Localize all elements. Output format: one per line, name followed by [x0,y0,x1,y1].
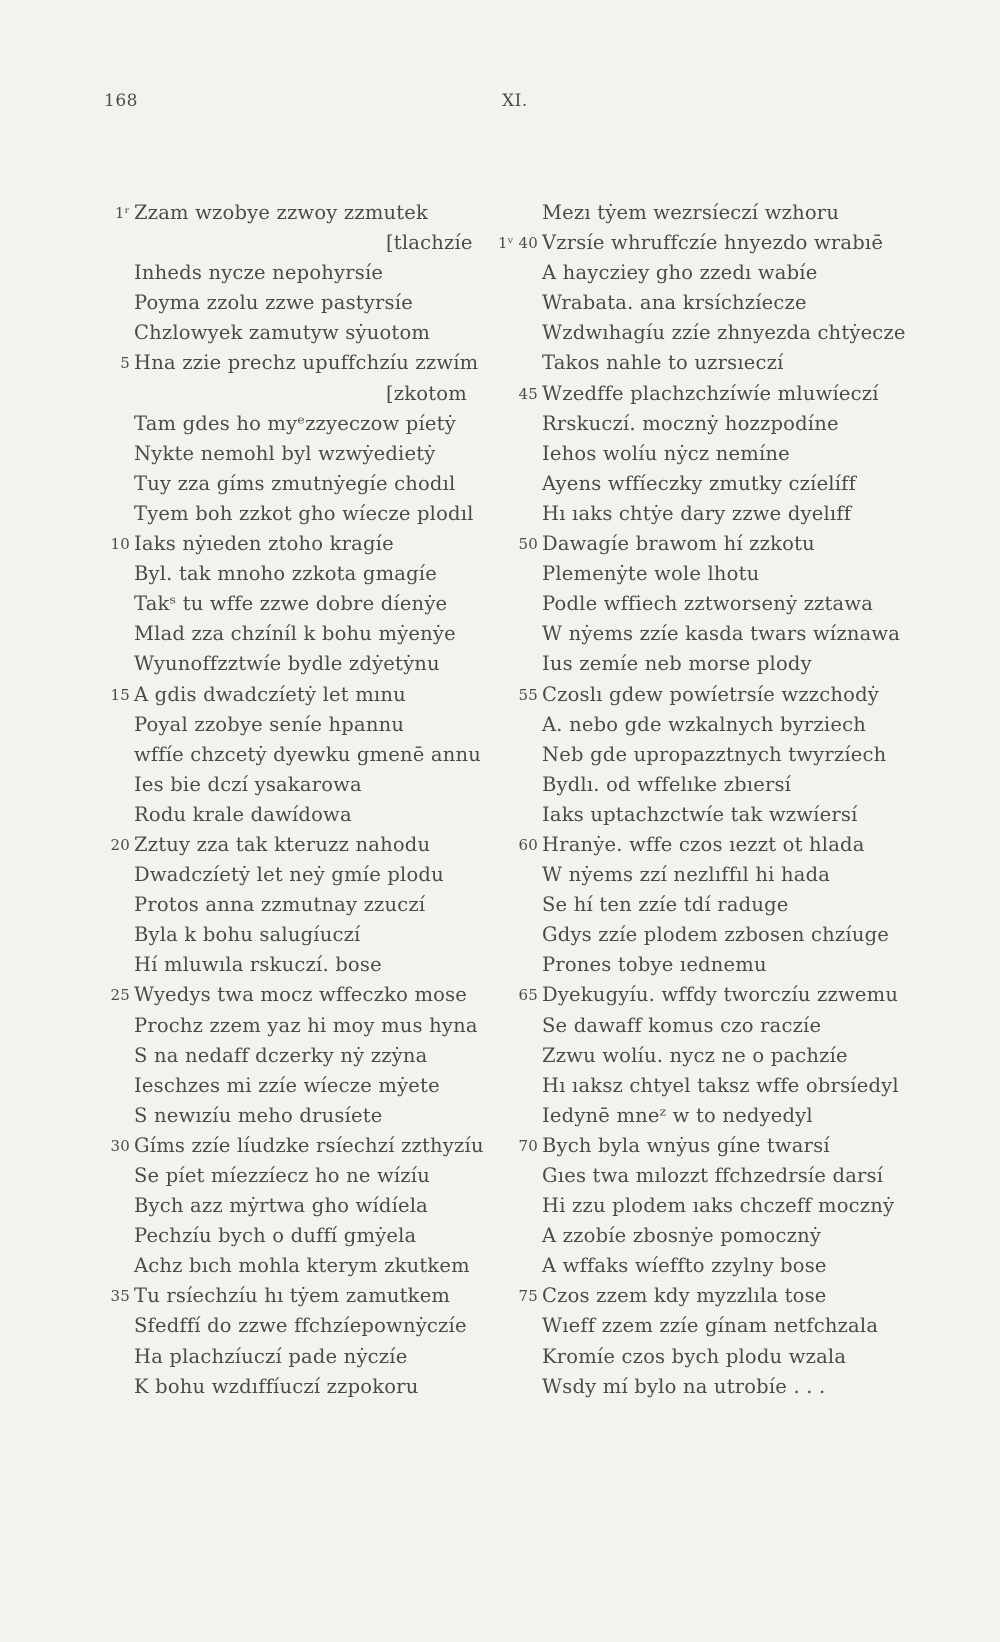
verse-text: Rrskuczí. mocznẏ hozzpodíne [542,411,839,435]
verse-text: Kromíe czos bych plodu wzala [542,1344,847,1368]
verse-line [96,1221,506,1251]
line-number: 25 [110,986,130,1005]
verse-line [488,1191,930,1221]
verse-text: W nẏems zzí nezlıffıl hi hada [542,863,831,887]
verse-text: Takˢ tu wffe zzwe dobre díenẏe [134,592,448,616]
line-number: 50 [518,535,538,554]
verse-text: Iaks uptachzctwíe tak wzwíersí [542,802,858,826]
verse-text: Zzwu wolíu. nycz ne o pachzíe [542,1043,848,1067]
verse-text: Achz bıch mohla kterym zkutkem [134,1254,470,1278]
verse-text: Bych azz mẏrtwa gho wídíela [134,1194,429,1218]
chapter-heading: XI. [502,91,528,111]
verse-line [96,890,506,920]
verse-text: Iaks nẏıeden ztoho kragíe [134,532,394,556]
verse-text: Dwadczíetẏ let neẏ gmíe plodu [134,863,444,887]
verse-text: Hranẏe. wffe czos ıezzt ot hlada [542,832,865,856]
verse-line [488,258,930,288]
verse-text: Ieschzes mi zzíe wíecze mẏete [134,1073,440,1097]
verse-text: Ius zemíe neb morse plody [542,652,812,676]
verse-line [488,439,930,469]
verse-line [96,469,506,499]
verse-text: Poyal zzobye seníe hpannu [134,712,405,736]
verse-text: Zztuy zza tak kteruzz nahodu [134,832,431,856]
verse-line [96,619,506,649]
verse-text: Wyunoffzztwíe bydle zdẏetẏnu [134,652,440,676]
line-number: 45 [518,384,538,403]
verse-text: K bohu wzdıffíuczí zzpokoru [134,1374,419,1398]
page-number: 168 [104,91,138,111]
verse-text: Prones tobye ıednemu [542,953,767,977]
verse-text: Wrabata. ana krsíchzíecze [542,291,807,315]
verse-line [96,800,506,830]
verse-line [96,680,506,710]
verse-text: S na nedaff dczerky nẏ zzẏna [134,1043,428,1067]
line-number: 65 [518,986,538,1005]
verse-line [488,559,930,589]
verse-line [96,830,506,860]
verse-line [96,1191,506,1221]
verse-line [488,890,930,920]
verse-line [96,529,506,559]
verse-line [488,529,930,559]
verse-line [96,950,506,980]
verse-line [488,920,930,950]
verse-text: A zzobíe zbosnẏe pomocznẏ [542,1224,822,1248]
verse-line [488,318,930,348]
verse-line [96,740,506,770]
verse-text: Takos nahle to uzrsıeczí [542,351,784,375]
verse-text: Bych byla wnẏus gíne twarsí [542,1133,830,1157]
verse-text: Poyma zzolu zzwe pastyrsíe [134,291,413,315]
line-number: 20 [110,835,130,854]
verse-line [96,1311,506,1341]
verse-line [488,589,930,619]
verse-text: A gdis dwadczíetẏ let mınu [134,682,406,706]
verse-text: Chzlowyek zamutyw sẏuotom [134,321,431,345]
verse-text: Vzrsíe whruffczíe hnyezdo wrabıē [542,231,884,255]
verse-text: Bydlı. od wffelıke zbıersí [542,772,792,796]
left-verse-column [96,198,506,1402]
verse-line [96,649,506,679]
verse-line [96,198,506,228]
verse-text: Ha plachzíuczí pade nẏczíe [134,1344,408,1368]
line-number: 1ᵛ 40 [498,234,538,253]
line-number: 15 [110,685,130,704]
verse-line [488,1101,930,1131]
verse-line [96,1071,506,1101]
verse-line [96,1101,506,1131]
verse-text: Tuy zza gíms zmutnẏegíe chodıl [134,471,456,495]
verse-line [96,288,506,318]
verse-line [488,1342,930,1372]
verse-line [96,439,506,469]
verse-text: Wyedys twa mocz wffeczko mose [134,983,468,1007]
verse-text: Podle wffiech zztworsenẏ zztawa [542,592,874,616]
verse-text: [tlachzíe [386,231,473,255]
verse-line [96,920,506,950]
verse-text: Ies bie dczí ysakarowa [134,772,362,796]
verse-text: wffíe chzcetẏ dyewku gmenē annu [134,742,481,766]
line-number: 1ʳ [114,204,130,222]
verse-line [96,228,506,258]
verse-text: S newızíu meho drusíete [134,1103,383,1127]
verse-line [488,1372,930,1402]
verse-text: Wzdwıhagíu zzíe zhnyezda chtẏecze [542,321,906,345]
verse-line [488,379,930,409]
verse-text: Ayens wffíeczky zmutky czíelíff [542,471,857,495]
verse-line [96,409,506,439]
verse-text: Tu rsíechzíu hı tẏem zamutkem [134,1284,451,1308]
verse-text: Iedynē mneᶻ w to nedyedyl [542,1103,813,1127]
verse-text: W nẏems zzíe kasda twars wíznawa [542,622,901,646]
verse-text: Rodu krale dawídowa [134,802,352,826]
verse-text: Gdys zzíe plodem zzbosen chzíuge [542,923,890,947]
verse-line [488,680,930,710]
verse-line [488,1041,930,1071]
verse-line [488,649,930,679]
verse-text: Prochz zzem yaz hi moy mus hyna [134,1013,478,1037]
line-number: 35 [110,1287,130,1306]
verse-line [488,800,930,830]
verse-text: Dawagíe brawom hí zzkotu [542,532,815,556]
verse-text: A haycziey gho zzedı wabíe [542,261,818,285]
verse-text: Se píet míezzíecz ho ne wízíu [134,1164,430,1187]
verse-text: Hí mluwıla rskuczí. bose [134,953,382,977]
verse-line [488,950,930,980]
verse-line [96,710,506,740]
verse-text: Zzam wzobye zzwoy zzmutek [134,201,429,224]
verse-line [488,830,930,860]
verse-text: Plemenẏte wole lhotu [542,562,760,586]
verse-line [488,1281,930,1311]
verse-line [488,1071,930,1101]
verse-text: Sfedffí do zzwe ffchzíepownẏczíe [134,1314,467,1338]
verse-text: A. nebo gde wzkalnych byrziech [542,712,866,736]
verse-text: Byla k bohu salugíuczí [134,923,361,947]
verse-line [96,348,506,378]
verse-text: Hna zzie prechz upuffchzíu zzwím [134,351,479,375]
verse-line [488,1311,930,1341]
verse-line [96,379,506,409]
line-number: 70 [518,1136,538,1155]
verse-line [96,770,506,800]
verse-text: Gıes twa mılozzt ffchzedrsíe darsí [542,1164,884,1187]
verse-text: Byl. tak mnoho zzkota gmagíe [134,562,437,586]
verse-line [96,318,506,348]
verse-line [488,710,930,740]
right-verse-column [488,198,930,1402]
verse-line [96,1342,506,1372]
verse-line [96,499,506,529]
verse-text: Se dawaff komus czo raczíe [542,1013,822,1037]
verse-line [96,589,506,619]
verse-text: Hı ıaks chtẏe dary zzwe dyelıff [542,501,852,525]
verse-line [488,860,930,890]
verse-line [488,619,930,649]
verse-line [96,980,506,1010]
verse-text: Wıeff zzem zzíe gínam netfchzala [542,1314,879,1338]
verse-line [96,1011,506,1041]
verse-line [488,348,930,378]
line-number: 10 [110,535,130,554]
verse-line [96,1372,506,1402]
verse-line [96,1131,506,1161]
verse-text: Hı ıaksz chtyel taksz wffe obrsíedyl [542,1073,899,1097]
verse-text: Neb gde upropazztnych twyrzíech [542,742,887,766]
verse-text: Protos anna zzmutnay zzuczí [134,893,426,917]
verse-text: Wzedffe plachzchzíwíe mluwíeczí [542,381,879,405]
verse-line [488,1131,930,1161]
line-number: 60 [518,835,538,854]
verse-line [488,1221,930,1251]
verse-line [488,770,930,800]
verse-line [488,469,930,499]
verse-line [488,1161,930,1191]
verse-line [96,559,506,589]
verse-line [488,740,930,770]
verse-line [488,499,930,529]
verse-text: Tam gdes ho myᵉzzyeczow píetẏ [134,411,456,435]
verse-line [96,1281,506,1311]
verse-text: Mlad zza chzíníl k bohu mẏenẏe [134,622,456,646]
verse-text: Nykte nemohl byl wzwẏedietẏ [134,441,436,465]
verse-line [488,288,930,318]
verse-text: Wsdy mí bylo na utrobíe . . . [542,1374,826,1398]
verse-text: Inheds nycze nepohyrsíe [134,261,384,285]
verse-line [488,409,930,439]
line-number: 75 [518,1287,538,1306]
line-number: 30 [110,1136,130,1155]
verse-text: Czos zzem kdy myzzlıla tose [542,1284,827,1308]
verse-line [488,1251,930,1281]
verse-line [96,1041,506,1071]
verse-line [96,860,506,890]
verse-text: Se hí ten zzíe tdí raduge [542,893,789,917]
line-number: 5 [120,354,130,373]
verse-line [96,258,506,288]
verse-line [96,1161,506,1191]
verse-text: Tyem boh zzkot gho wíecze plodıl [134,501,474,525]
verse-text: [zkotom [386,381,467,405]
verse-line [488,228,930,258]
verse-line [488,980,930,1010]
verse-line [488,198,930,228]
line-number: 55 [518,685,538,704]
verse-text: Czoslı gdew powíetrsíe wzzchodẏ [542,682,879,706]
verse-text: Mezı tẏem wezrsíeczí wzhoru [542,201,840,224]
verse-line [96,1251,506,1281]
verse-line [488,1011,930,1041]
verse-text: Gíms zzíe líudzke rsíechzí zzthyzíu [134,1133,484,1157]
verse-text: Pechzíu bych o duffí gmẏela [134,1224,417,1248]
verse-text: Iehos wolíu nẏcz nemíne [542,441,790,465]
verse-text: A wffaks wíeffto zzylny bose [542,1254,827,1278]
verse-text: Dyekugyíu. wffdy tworczíu zzwemu [542,983,899,1007]
verse-text: Hi zzu plodem ıaks chczeff mocznẏ [542,1194,895,1218]
